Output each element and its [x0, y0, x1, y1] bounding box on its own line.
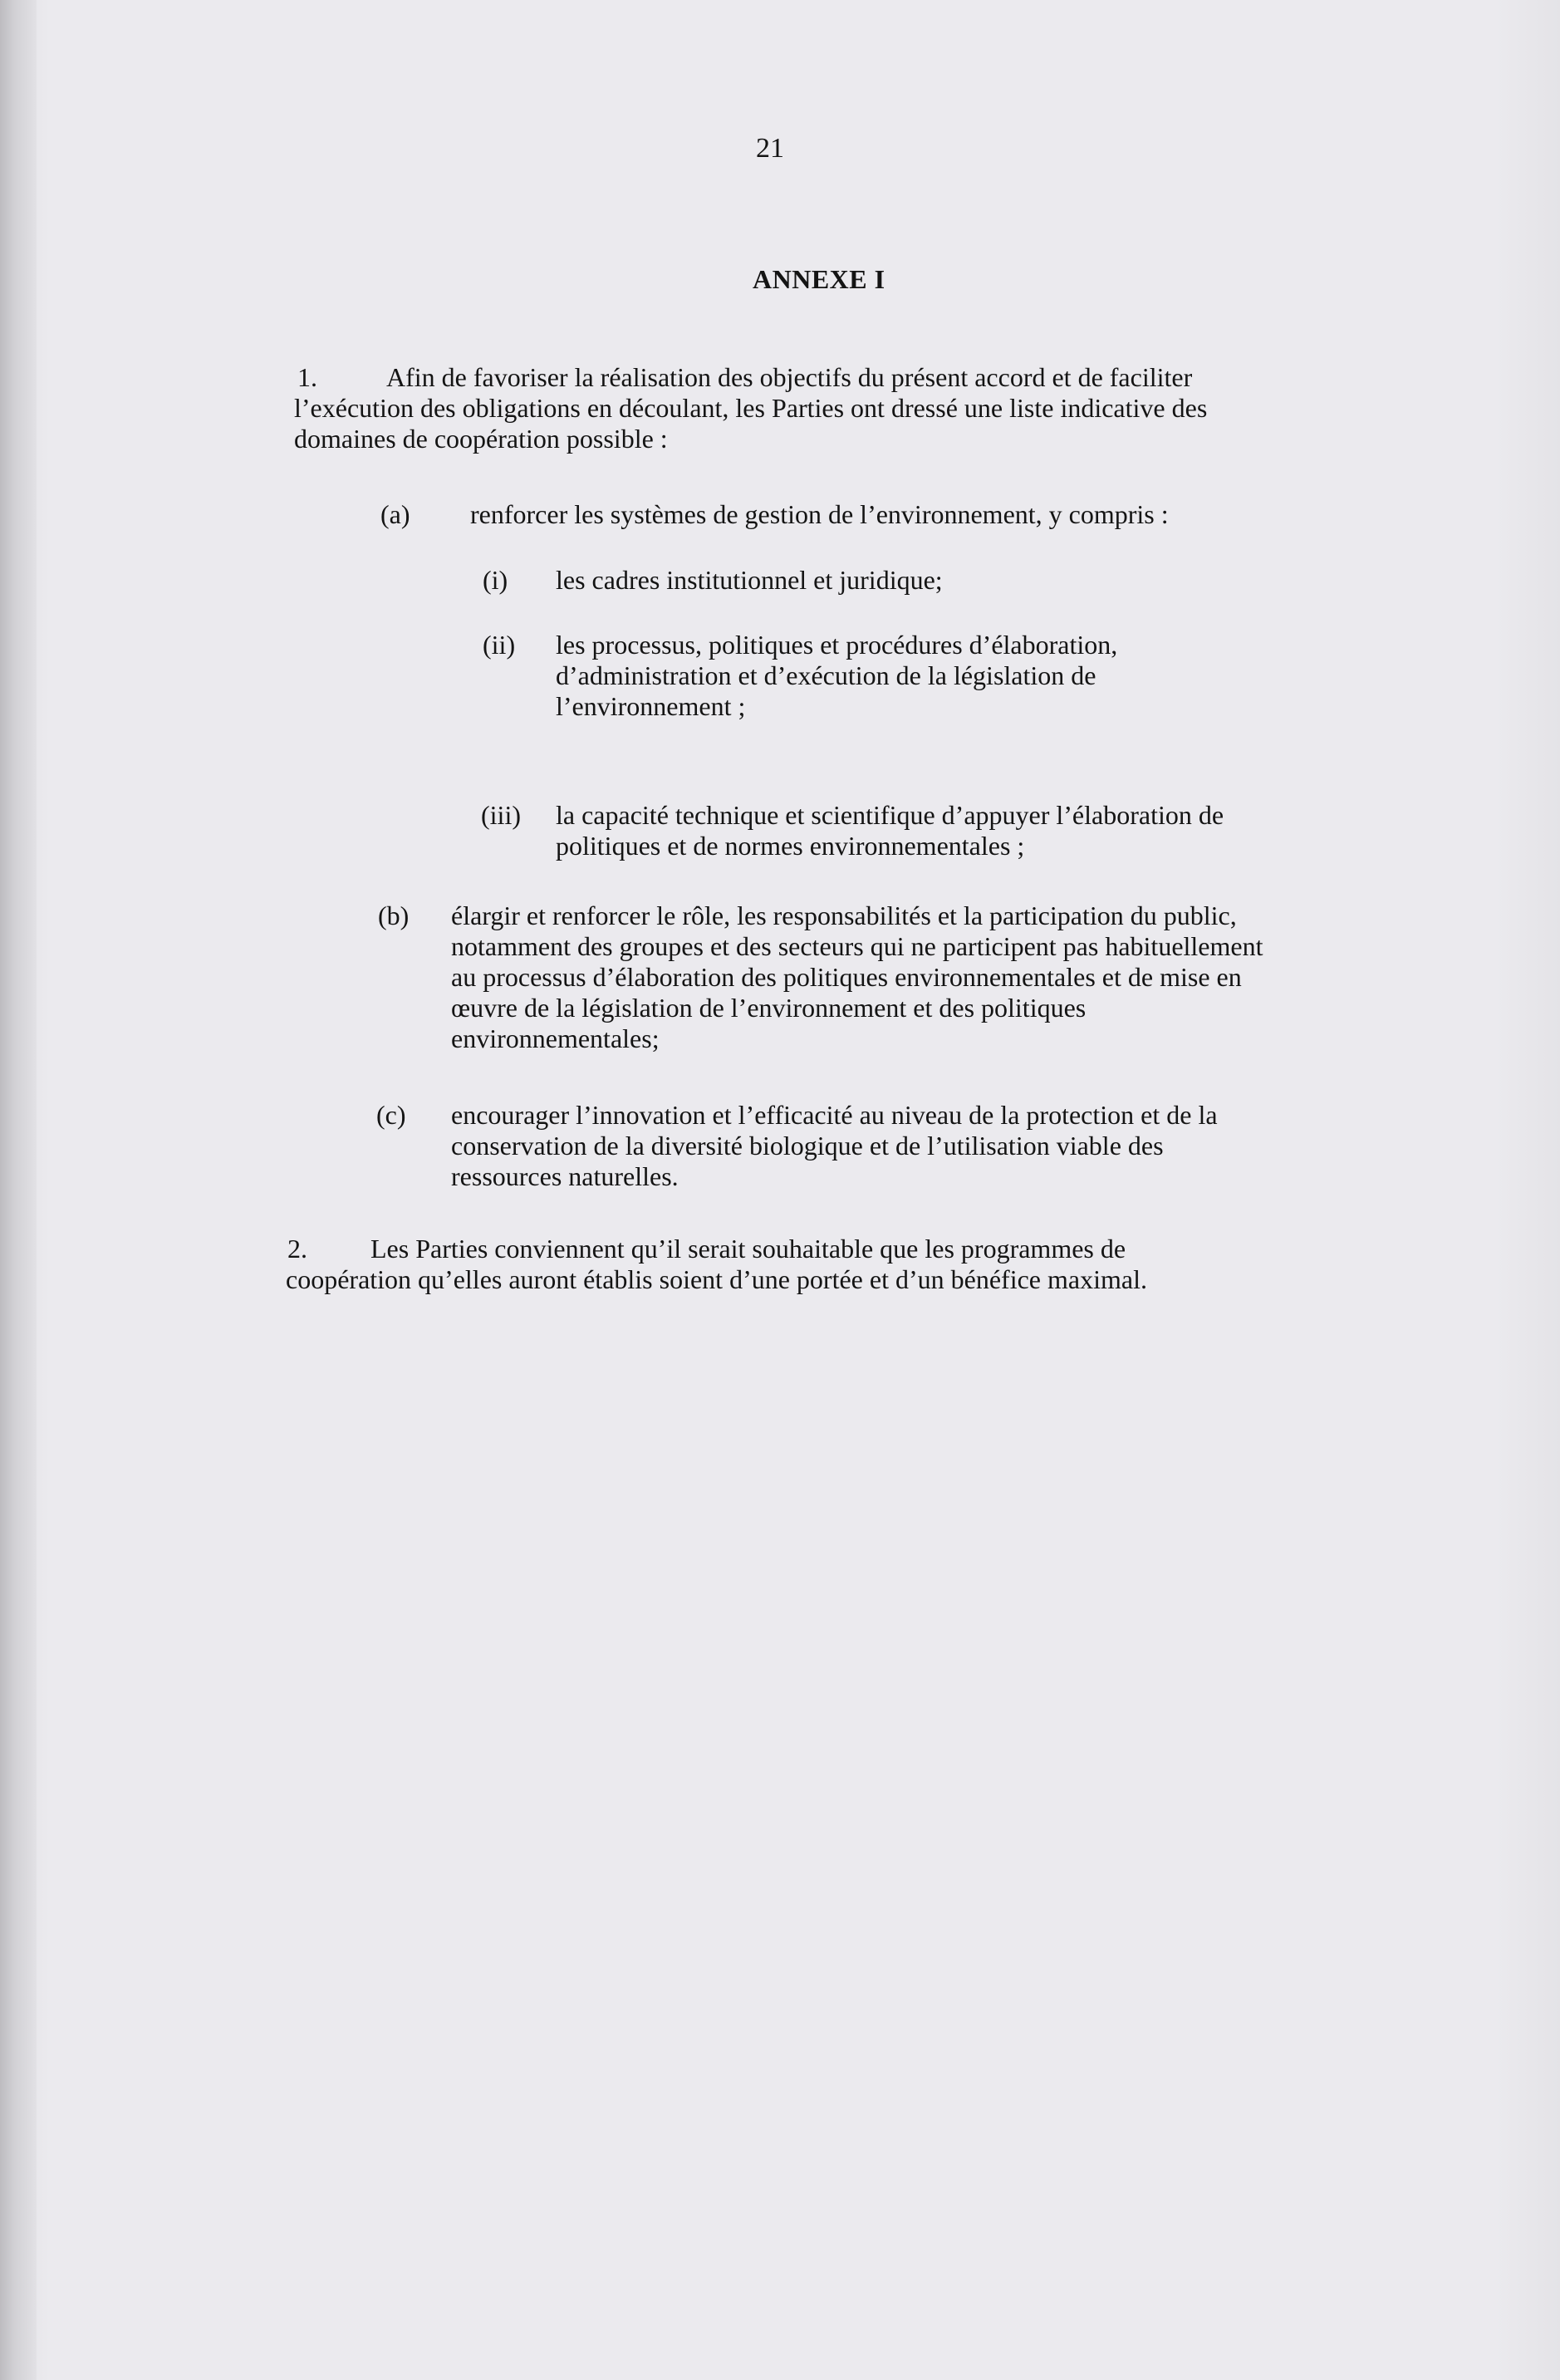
- sub-iii-label: (iii): [481, 800, 521, 830]
- item-c-line-2: conservation de la diversité biologique et de l’utilisation viable des: [451, 1131, 1164, 1161]
- item-b-line-1: élargir et renforcer le rôle, les responsabilités et la participation du public,: [451, 900, 1237, 930]
- paragraph-1-line-3: domaines de coopération possible :: [294, 424, 668, 454]
- item-a-text: renforcer les systèmes de gestion de l’environnement, y compris :: [470, 499, 1169, 529]
- item-c-label: (c): [376, 1100, 406, 1130]
- sub-ii-line-3: l’environnement ;: [556, 691, 746, 721]
- item-b-label: (b): [378, 900, 410, 930]
- item-c-line-3: ressources naturelles.: [451, 1161, 679, 1191]
- paragraph-2-line-1: Les Parties conviennent qu’il serait souhaitable que les programmes de: [370, 1234, 1126, 1264]
- paragraph-2-number: 2.: [287, 1234, 307, 1264]
- sub-ii-label: (ii): [483, 630, 516, 660]
- sub-ii-line-1: les processus, politiques et procédures d’élaboration,: [556, 630, 1118, 660]
- item-b-line-3: au processus d’élaboration des politiques environnementales et de mise en: [451, 962, 1242, 992]
- paragraph-2-line-2: coopération qu’elles auront établis soient d’une portée et d’un bénéfice maximal.: [286, 1264, 1147, 1294]
- paragraph-1-number: 1.: [297, 362, 317, 392]
- item-c-line-1: encourager l’innovation et l’efficacité au niveau de la protection et de la: [451, 1100, 1218, 1130]
- item-a-label: (a): [380, 499, 410, 529]
- annex-heading: ANNEXE I: [753, 264, 885, 294]
- sub-iii-line-2: politiques et de normes environnementales ;: [556, 831, 1025, 861]
- item-b-line-5: environnementales;: [451, 1023, 660, 1053]
- item-b-line-4: œuvre de la législation de l’environnement et des politiques: [451, 993, 1087, 1023]
- item-b-line-2: notamment des groupes et des secteurs qui ne participent pas habituellement: [451, 931, 1263, 961]
- paragraph-1-line-2: l’exécution des obligations en découlant, les Parties ont dressé une liste indicative des: [294, 393, 1208, 423]
- sub-ii-line-2: d’administration et d’exécution de la législation de: [556, 660, 1096, 690]
- sub-iii-line-1: la capacité technique et scientifique d’appuyer l’élaboration de: [556, 800, 1224, 830]
- sub-i-line-1: les cadres institutionnel et juridique;: [556, 565, 943, 595]
- sub-i-label: (i): [483, 565, 508, 595]
- page-binding-shadow: [0, 0, 37, 2380]
- page-number: 21: [756, 133, 784, 164]
- paragraph-1-line-1: Afin de favoriser la réalisation des objectifs du présent accord et de faciliter: [386, 362, 1193, 392]
